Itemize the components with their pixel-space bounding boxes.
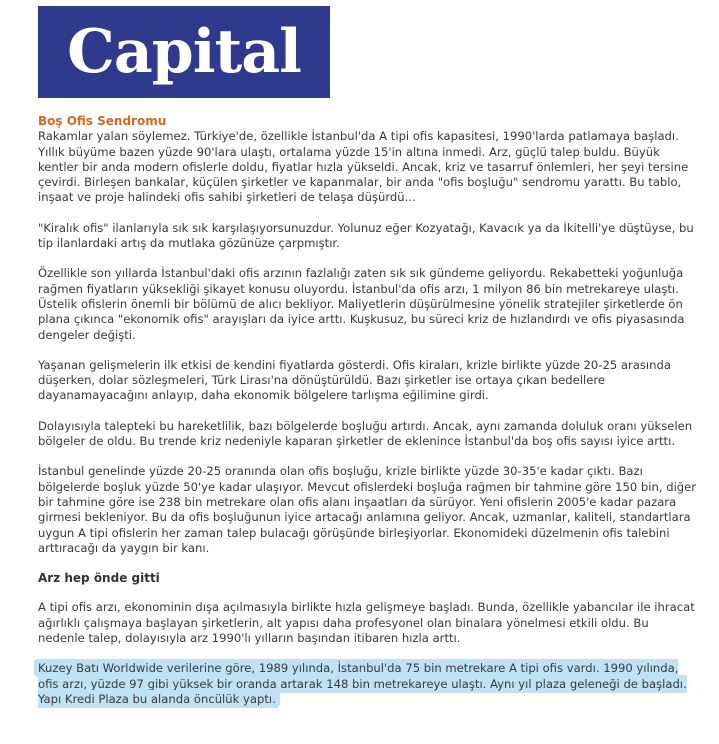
logo-text: Capital — [67, 17, 301, 87]
highlight-marker: Kuzey Batı Worldwide verilerine göre, 1989 yılında, İstanbul'da 75 bin metrekare A tipi ofis vardı. 1990 yılında, ofis arzı, yüzde 97 gibi yüksek bir oranda artarak 148 bin metrekareye ulaştı. Aynı yıl plaza geleneği de başladı. Yapı Kredi Plaza bu alanda öncülük yaptı. — [38, 661, 687, 706]
article-title: Boş Ofis Sendromu — [38, 114, 167, 128]
paragraph-4: Yaşanan gelişmelerin ilk etkisi de kendini fiyatlarda gösterdi. Ofis kiraları, krizle birlikte yüzde 20-25 arasında düşerken, dolar sözleşmeleri, Türk Lirası'na dönüştürüldü. Bazı şirketler ise ortaya çıkan bedellere dayanamayacağını anlayıp, daha ekonomik bölgelere tarlışma eğilimine girdi. — [38, 357, 671, 403]
paragraph-6: İstanbul genelinde yüzde 20-25 oranında olan ofis boşluğu, krizle birlikte yüzde 30-35'e kadar çıktı. Bazı bölgelerde boşluk yüzde 50'ye kadar ulaşıyor. Mevcut ofislerdeki boşluğa rağmen bir tahmine göre 150 bin, diğer bir tahmine göre ise 238 bin metrekare olan ofis alanı inşaatları da sürüyor. Yeni ofislerin 2005'e kadar pazara girmesi bekleniyor. Bu da ofis boşluğunun iyice artacağı anlamına geliyor. Ancak, uzmanlar, kaliteli, standartlara uygun A tipi ofislerin her zaman talep bulacağı görüşünde birleşiyorlar. Ekonomideki düzelmenin ofis talebini arttıracağı da yaygın bir kanı. — [38, 464, 697, 555]
paragraph-5: Dolayısıyla talepteki bu hareketlilik, bazı bölgelerde boşluğu artırdı. Ancak, aynı zamanda doluluk oranı yükselen bölgeler de oldu. Bu trende kriz nedeniyle kaparan şirketler de eklenince İstanbul'da boş ofis sayısı iyice arttı. — [38, 418, 693, 449]
paragraph-2: "Kiralık ofis" ilanlarıyla sık sık karşılaşıyorsunuzdur. Yolunuz eğer Kozyatağı, Kavacık ya da İkitelli'ye düştüyse, bu tip ilanlardaki artış da mutlaka gözünüze çarpmıştır. — [38, 220, 694, 251]
paragraph-7: A tipi ofis arzı, ekonominin dışa açılmasıyla birlikte hızla gelişmeye başladı. Bunda, özellikle yabancılar ile ihracat ağırlıklı çalışmaya başlayan şirketlerin, alt yapısı daha profesyonel olan binalara yönelmesi etkili oldu. Bu nedenle talep, dolayısıyla arz 1990'lı yılların başından itibaren hızla arttı. — [38, 600, 695, 646]
paragraph-3: Özellikle son yıllarda İstanbul'daki ofis arzının fazlalığı zaten sık sık gündeme geliyordu. Rekabetteki yoğunluğa rağmen fiyatların yüksekliği şikayet konusu oluyordu. İstanbul'da ofis arzı, 1 milyon 86 bin metrekareye ulaştı. Üstelik ofislerin önemli bir bölümü de alıcı bekliyor. Maliyetlerin düşürülmesine yönelik stratejiler şirketlerde ön plana çıkınca "ekonomik ofis" arayışları da iyice arttı. Kuşkusuz, bu süreci kriz de hızlandırdı ve ofis piyasasında dengeler değişti. — [38, 266, 685, 342]
paragraph-intro: Rakamlar yalan söylemez. Türkiye'de, özellikle İstanbul'da A tipi ofis kapasitesi, 1990'larda patlamaya başladı. Yıllık büyüme bazen yüzde 90'lara ulaştı, ortalama yüzde 15'in altına inmedi. Arz, güçlü talep buldu. Büyük kentler bir anda modern ofislerle doldu, fiyatlar hızla yükseldi. Ancak, kriz ve tasarruf önlemleri, her şeyi tersine çevirdi. Birleşen bankalar, küçülen şirketler ve kapanmalar, bir anda "ofis boşluğu" sendromu yarattı. Bu tablo, inşaat ve proje halindeki ofis sahibi şirketleri de telaşa düşürdü... — [38, 129, 689, 205]
article-body — [38, 114, 698, 722]
capital-logo — [38, 6, 330, 98]
highlighted-paragraph — [38, 661, 698, 707]
section-subheading: Arz hep önde gitti — [38, 571, 160, 586]
